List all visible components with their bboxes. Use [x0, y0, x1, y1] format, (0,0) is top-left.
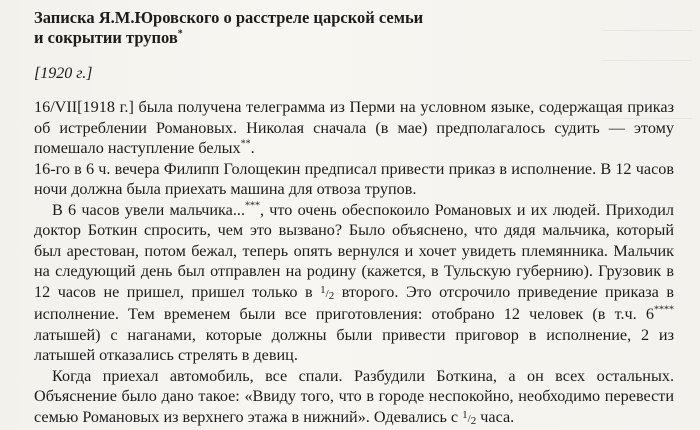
paragraph-1-end: . — [250, 139, 255, 157]
bleed-through-line — [602, 60, 692, 61]
title-line-1: Записка Я.М.Юровского о расстреле царской семьи — [34, 8, 424, 27]
fraction-half: 1/2 — [320, 283, 335, 302]
paragraph-3-text-c: второго. Это отсрочило приведение приказа в исполнение. Тем временем были все приготовления: отобрано 12 человек (в т.ч. 6 — [34, 282, 674, 323]
document-title — [34, 8, 674, 48]
paragraph-1-text: 16/VII[1918 г.] была получена телеграмма из Перми на условном языке, содержащая приказ об истреблении Романовых. Николая сначала (в мае) предполагалось судить — этому помешало наступление белых — [34, 98, 674, 157]
paragraph-4-text-b: часа. — [476, 407, 515, 426]
paragraph-3-text-b: , что очень обеспокоило Романовых и их людей. Приходил доктор Боткин спросить, чем это вызвано? Было объяснено, что дядя мальчика, который был арестован, потом бежал, теперь опять вернулся и хочет увидеть племянника. Мальчик на следующий день был отправлен на родину (кажется, в Тульскую губернию). Грузовик в 12 часов не пришел, пришел только в — [34, 200, 674, 301]
paragraph-4-text-a: Когда приехал автомобиль, все спали. Разбудили Боткина, а он всех остальных. Объяснение было дано такое: «Ввиду того, что в городе неспокойно, необходимо перевести семью Романовых из верхнего этажа в нижний». Одевались с — [34, 366, 674, 426]
footnote-mark: **** — [654, 304, 674, 316]
paragraph-2: 16-го в 6 ч. вечера Филипп Голощекин предписал привести приказ в исполнение. В 12 часов ночи должна была приехать машина для отвоза трупов. — [34, 159, 674, 198]
title-footnote-mark: * — [177, 28, 183, 40]
footnote-mark: *** — [245, 200, 260, 212]
paragraph-1 — [34, 97, 674, 159]
paragraph-4 — [34, 366, 674, 430]
fraction-half: 1/2 — [462, 408, 477, 427]
title-line-2: и сокрытии трупов — [34, 28, 178, 47]
paragraph-3-text-a: В 6 часов увели мальчика... — [52, 200, 245, 219]
footnote-mark: ** — [240, 138, 251, 150]
document-body — [34, 97, 674, 429]
paragraph-3 — [34, 200, 674, 366]
paragraph-3-text-d: латышей) с наганами, которые должны были привести приговор в исполнение, 2 из латышей отказались стрелять в девиц. — [34, 325, 674, 364]
document-date: [1920 г.] — [34, 65, 93, 82]
